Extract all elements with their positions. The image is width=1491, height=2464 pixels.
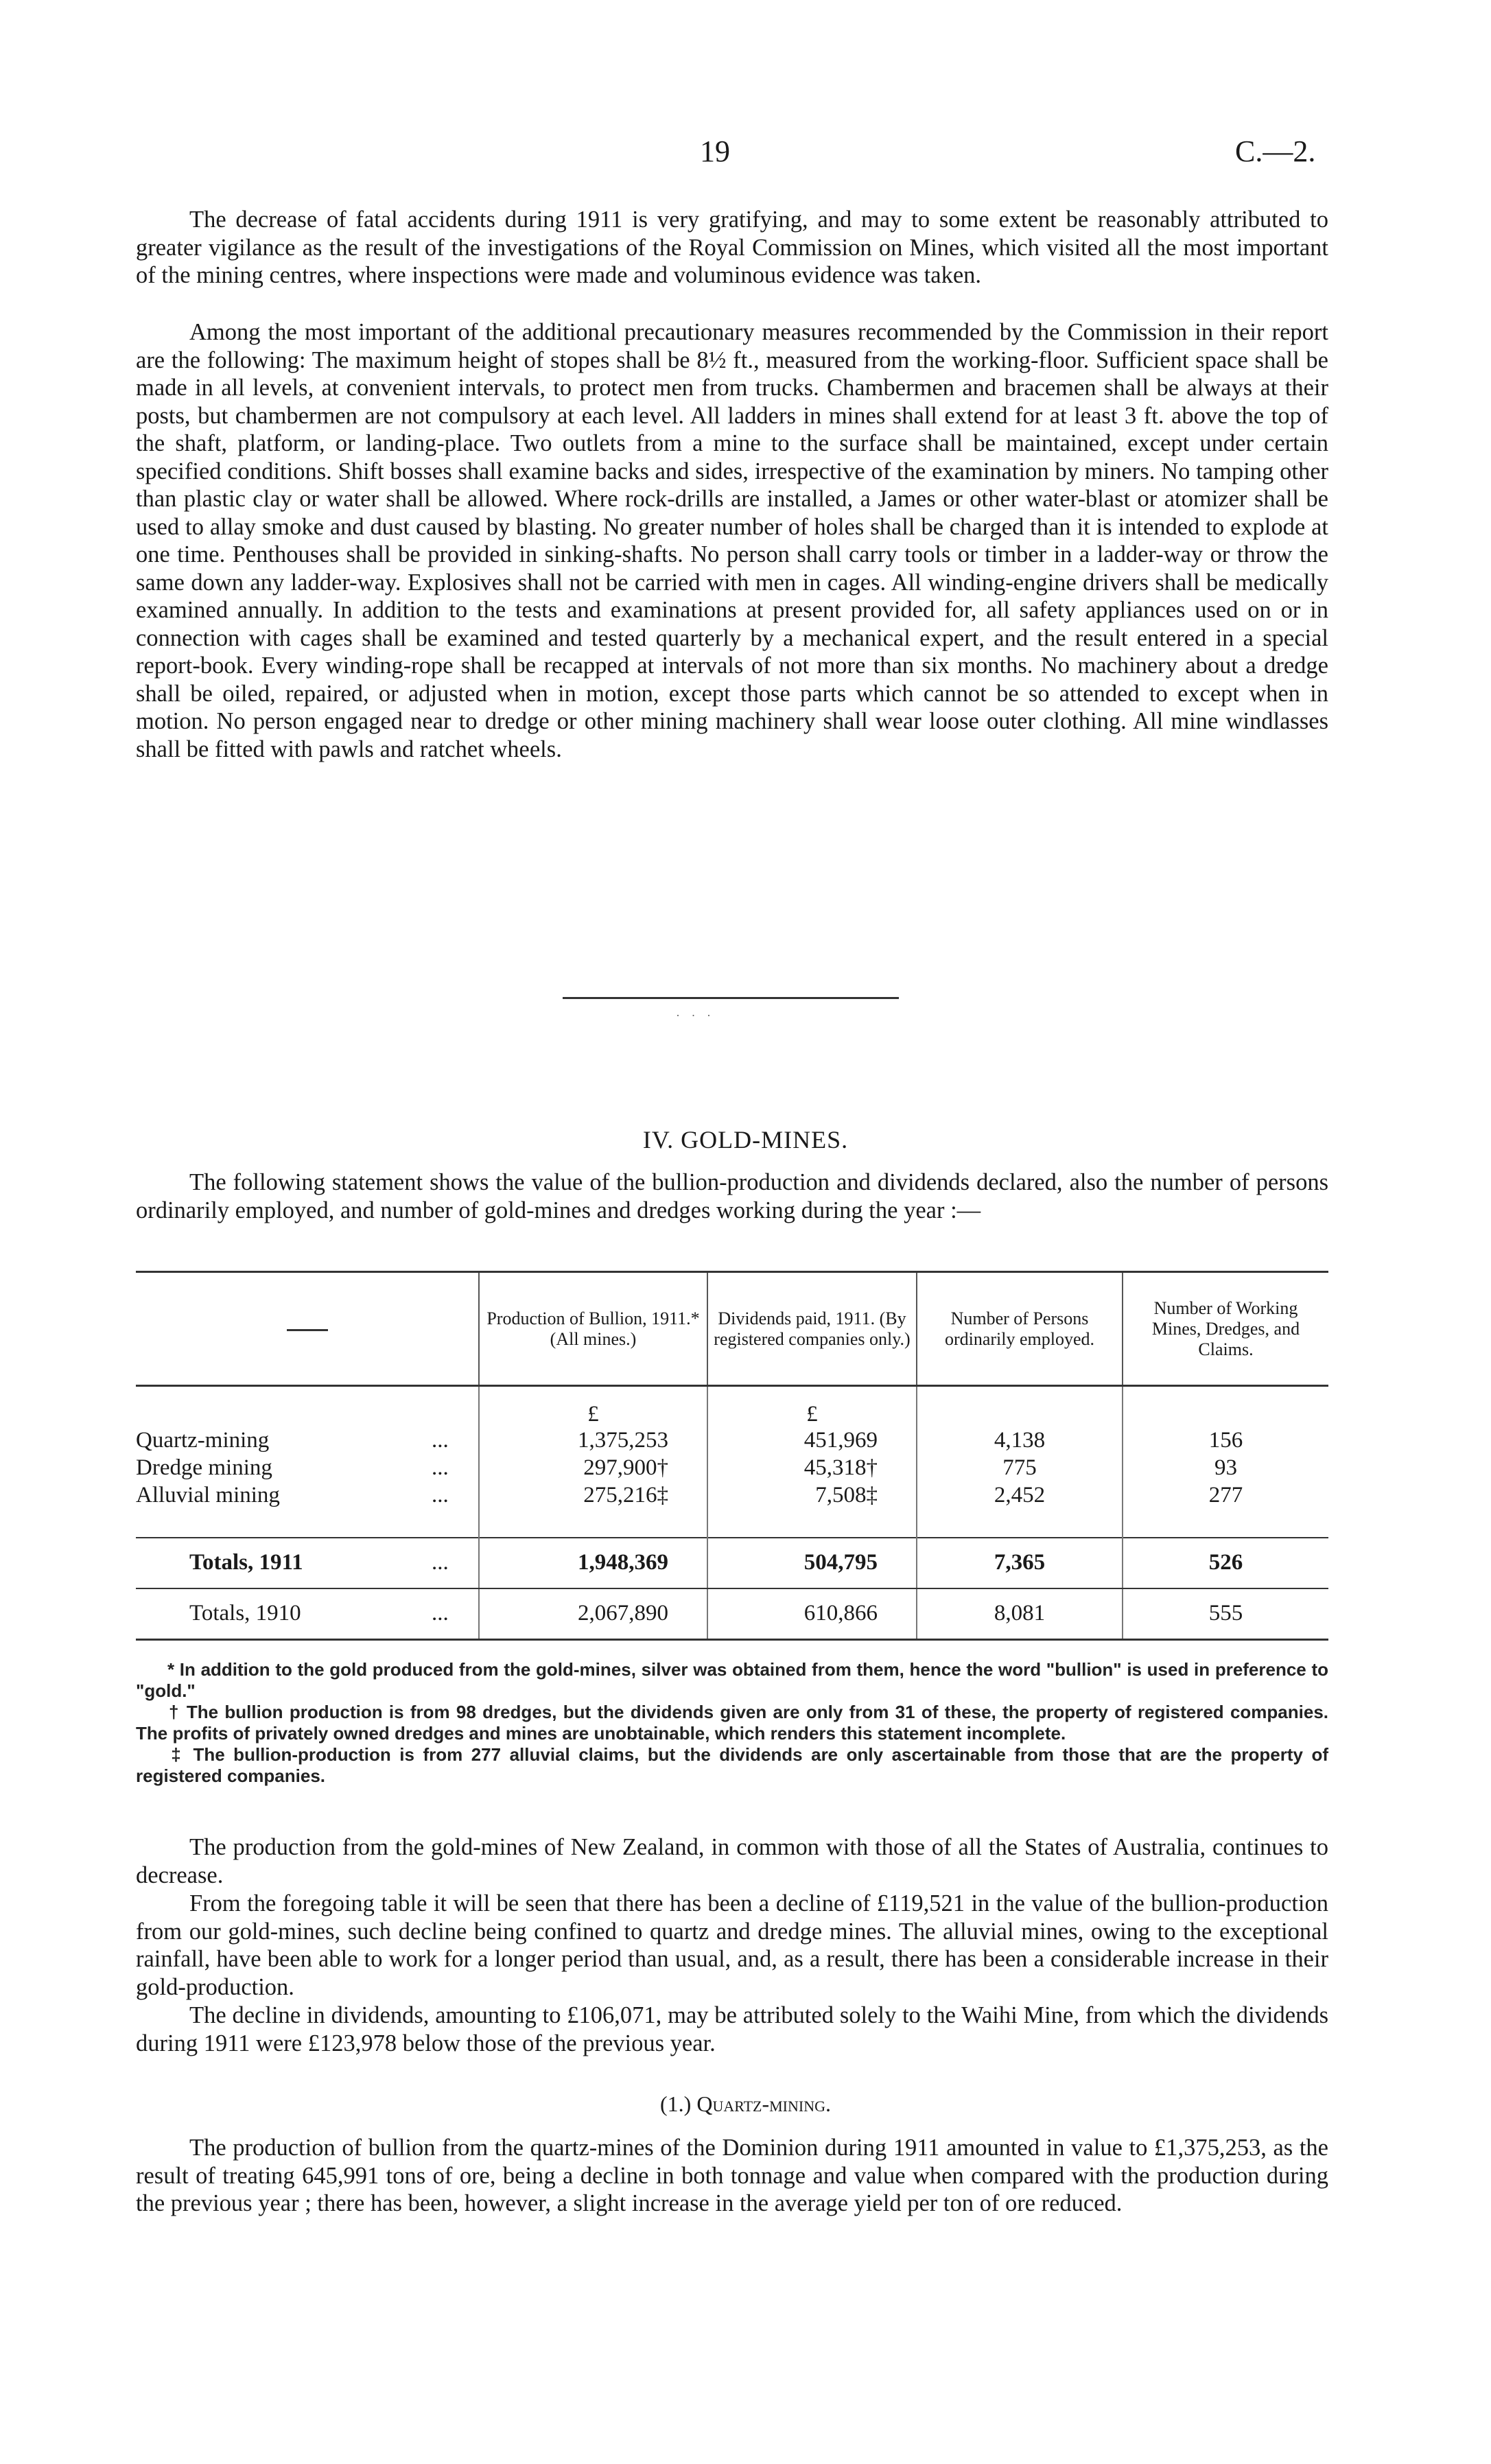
row-dots: ...: [432, 1455, 449, 1480]
totals-1911-production: 1,948,369: [479, 1538, 707, 1588]
paragraph-production-decrease: The production from the gold-mines of New Zealand, in common with those of all the States of Australia, continues to decrease.: [136, 1834, 1328, 1888]
totals-1910-row: [136, 1588, 1328, 1640]
table-row: [136, 1455, 1328, 1482]
row-dots: ...: [432, 1601, 449, 1626]
paper-reference: C.—2.: [1235, 134, 1316, 168]
row-dots: ...: [432, 1483, 449, 1507]
header-dash: [287, 1329, 328, 1331]
totals-1911-label: Totals, 1911: [189, 1550, 303, 1575]
gold-mines-table: [136, 1271, 1328, 1641]
footnote-bullion: * In addition to the gold produced from the gold-mines, silver was obtained from them, hence the word "bullion" is used in preference to "gold.": [136, 1659, 1328, 1701]
col-header-dividends: Dividends paid, 1911. (By registered companies only.): [707, 1272, 917, 1386]
totals-1910-label: Totals, 1910: [189, 1601, 301, 1626]
page-header: [0, 134, 1491, 175]
cell-working: 156: [1123, 1427, 1328, 1455]
footnote-alluvial: ‡ The bullion-production is from 277 alluvial claims, but the dividends are only ascertainable from those that are the property of registered companies.: [136, 1744, 1328, 1786]
section-title: IV. GOLD-MINES.: [642, 1126, 849, 1153]
table-footnotes: [136, 1659, 1328, 1787]
cell-production: 275,216‡: [479, 1482, 707, 1510]
table-row: [136, 1427, 1328, 1455]
currency-symbol-production: £: [479, 1386, 707, 1427]
subsection-title: (1.) Quartz-mining.: [660, 2091, 831, 2116]
cell-production: 1,375,253: [479, 1427, 707, 1455]
totals-1910-production: 2,067,890: [479, 1588, 707, 1640]
row-dots: ...: [432, 1550, 449, 1575]
cell-dividends: 45,318†: [707, 1455, 917, 1482]
currency-symbol-dividends: £: [707, 1386, 917, 1427]
row-dots: ...: [432, 1428, 449, 1453]
page-number: 19: [700, 134, 730, 168]
footnote-dredges: † The bullion production is from 98 dredges, but the dividends given are only from 31 of these, the property of registered companies. The profits of privately owned dredges and mines are unobtainable, which renders this statement incomplete.: [136, 1702, 1328, 1744]
row-label: Quartz-mining: [136, 1428, 270, 1453]
divider-ornament: · · ·: [676, 1009, 715, 1022]
paragraph-decline-dividends: The decline in dividends, amounting to £106,071, may be attributed solely to the Waihi Mine, from which the dividends during 1911 were £123,978 below those of the previous year.: [136, 2002, 1328, 2056]
cell-dividends: 451,969: [707, 1427, 917, 1455]
totals-1910-persons: 8,081: [917, 1588, 1123, 1640]
row-label: Dredge mining: [136, 1455, 272, 1480]
paragraph-commission-measures: Among the most important of the additional precautionary measures recommended by the Commission in their report are the following: The maximum height of stopes shall be 8½ ft., measured from the working-floor. Sufficient space shall be made in all levels, at convenient intervals, to protect men from trucks. Chambermen and bracemen shall be always at their posts, but chambermen are not compulsory at each level. All ladders in mines shall extend for at least 3 ft. above the top of the shaft, platform, or landing-place. Two outlets from a mine to the surface shall be maintained, except under certain specified conditions. Shift bosses shall examine backs and sides, irrespective of the examination by miners. No tamping other than plastic clay or water shall be allowed. Where rock-drills are installed, a James or other water-blast or atomizer shall be used to allay smoke and dust caused by blasting. No greater number of holes shall be charged than it is intended to explode at one time. Penthouses shall be provided in sinking-shafts. No person shall carry tools or timber in a ladder-way or throw the same down any ladder-way. Explosives shall not be carried with men in cages. All winding-engine drivers shall be medically examined annually. In addition to the tests and examinations at present provided for, all safety appliances used on or in connection with cages shall be examined and tested quarterly by a mechanical expert, and the result entered in a special report-book. Every winding-rope shall be recapped at intervals of not more than six months. No machinery about a dredge shall be oiled, repaired, or adjusted when in motion, except those parts which cannot be so attended to except when in motion. No person engaged near to dredge or other mining machinery shall wear loose outer clothing. All mine windlasses shall be fitted with pawls and ratchet wheels.: [136, 319, 1328, 762]
table-row: [136, 1482, 1328, 1510]
col-header-persons: Number of Persons ordinarily employed.: [917, 1272, 1123, 1386]
totals-1911-working: 526: [1123, 1538, 1328, 1588]
cell-persons: 775: [917, 1455, 1123, 1482]
cell-persons: 2,452: [917, 1482, 1123, 1510]
totals-1911-dividends: 504,795: [707, 1538, 917, 1588]
paragraph-quartz-mining: The production of bullion from the quartz-mines of the Dominion during 1911 amounted in value to £1,375,253, as the result of treating 645,991 tons of ore, being a decline in both tonnage and value when compared with the production during the previous year ; there has been, however, a slight increase in the average yield per ton of ore reduced.: [136, 2135, 1328, 2216]
paragraph-statement-intro: The following statement shows the value of the bullion-production and dividends declared, also the number of persons ordinarily employed, and number of gold-mines and dredges working during the year :—: [136, 1169, 1328, 1223]
totals-1911-row: [136, 1538, 1328, 1588]
col-header-production: Production of Bullion, 1911.* (All mines.): [479, 1272, 707, 1386]
cell-dividends: 7,508‡: [707, 1482, 917, 1510]
row-label: Alluvial mining: [136, 1483, 280, 1507]
cell-working: 93: [1123, 1455, 1328, 1482]
paragraph-fatal-accidents: The decrease of fatal accidents during 1911 is very gratifying, and may to some extent be reasonably attributed to greater vigilance as the result of the investigations of the Royal Commission on Mines, which visited all the most important of the mining centres, where inspections were made and voluminous evidence was taken.: [136, 207, 1328, 288]
totals-1910-working: 555: [1123, 1588, 1328, 1640]
col-header-label: [136, 1272, 479, 1386]
col-header-working: Number of Working Mines, Dredges, and Claims.: [1123, 1272, 1328, 1386]
cell-working: 277: [1123, 1482, 1328, 1510]
currency-row: [136, 1386, 1328, 1427]
totals-1911-persons: 7,365: [917, 1538, 1123, 1588]
paragraph-decline-bullion: From the foregoing table it will be seen that there has been a decline of £119,521 in the value of the bullion-production from our gold-mines, such decline being confined to quartz and dredge mines. The alluvial mines, owing to the exceptional rainfall, have been able to work for a longer period than usual, and, as a result, there has been a considerable increase in their gold-production.: [136, 1890, 1328, 2000]
totals-1910-dividends: 610,866: [707, 1588, 917, 1640]
cell-persons: 4,138: [917, 1427, 1123, 1455]
section-divider: [563, 997, 899, 999]
cell-production: 297,900†: [479, 1455, 707, 1482]
